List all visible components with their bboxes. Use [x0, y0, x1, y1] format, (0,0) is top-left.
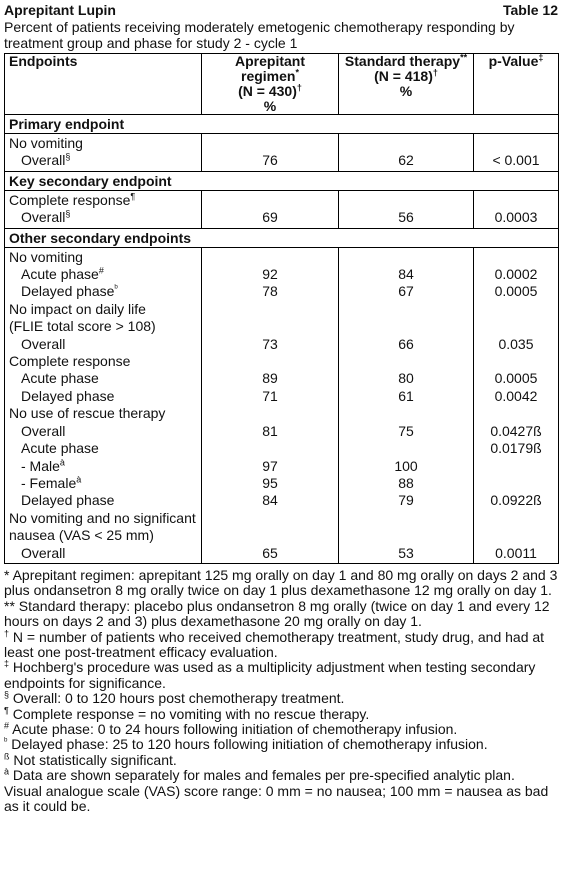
- footnote-not-significant: $^ß$ Not statistically significant.: [4, 751, 177, 768]
- footnote-vas: Visual analogue scale (VAS) score range: 0 mm = no nausea; 100 mm = nausea as bad as it could be.: [4, 782, 549, 815]
- aprepitant-n-sup: †: [296, 82, 302, 93]
- standard-sup: **: [460, 52, 468, 63]
- table-row: [5, 247, 559, 563]
- footnote-hochberg: ‡ Hochberg's procedure was used as a multiplicity adjustment when testing secondary endpoints for significance.: [4, 658, 536, 691]
- aprepitant-unit: %: [263, 98, 277, 114]
- standard-cell: 56: [339, 190, 474, 228]
- header-row: [5, 54, 559, 115]
- row-label: Overall§: [21, 151, 71, 169]
- table-subtitle: Percent of patients receiving moderately emetogenic chemotherapy responding by treatment group and phase for study 2 - cycle 1: [4, 19, 515, 51]
- results-table: [4, 53, 559, 564]
- footnote-overall: § Overall: 0 to 120 hours post chemotherapy treatment.: [4, 689, 345, 707]
- pvalue-name: p-Value: [488, 53, 539, 69]
- section-row-primary: [5, 115, 559, 134]
- table-row: [5, 190, 559, 228]
- aprepitant-cell: 92 78 73 89 71 81 97 95 84 65: [202, 247, 339, 563]
- col-endpoints-header: Endpoints: [5, 54, 202, 115]
- section-heading: Primary endpoint: [5, 115, 559, 134]
- col-pvalue-header: [474, 54, 559, 115]
- section-heading: Other secondary endpoints: [5, 228, 559, 247]
- footnote-aprepitant-regimen: * Aprepitant regimen: aprepitant 125 mg orally on day 1 and 80 mg orally on days 2 and 3 plus ondansetron 8 mg orally twice on day 1 plus dexamethasone 12 mg orally on day 1.: [4, 566, 558, 599]
- footnote-acute-phase: # Acute phase: 0 to 24 hours following initiation of chemotherapy infusion.: [4, 720, 458, 737]
- standard-n: (N = 418): [374, 68, 433, 84]
- endpoint-cell: [5, 134, 202, 172]
- pvalue-sup: ‡: [538, 52, 544, 63]
- endpoint-cell: Complete response¶ Overall§: [5, 190, 202, 228]
- footnote-delayed-phase: $^ᵇ$ Delayed phase: 25 to 120 hours following initiation of chemotherapy infusion.: [4, 735, 488, 753]
- standard-unit: %: [399, 83, 413, 99]
- row-label: No vomiting: [9, 135, 83, 151]
- standard-cell: 84 67 66 80 61 75 100 88 79 53: [339, 247, 474, 563]
- footnote-complete-response: ¶ Complete response = no vomiting with no rescue therapy.: [4, 704, 370, 722]
- section-row-other-secondary: [5, 228, 559, 247]
- footnote-n-definition: † N = number of patients who received chemotherapy treatment, study drug, and had at least one post-treatment efficacy evaluation.: [4, 627, 545, 660]
- footnotes: [4, 568, 558, 815]
- aprepitant-cell: 76: [202, 134, 339, 172]
- aprepitant-sup: *: [295, 67, 299, 78]
- pvalue-cell: 0.0003: [474, 190, 559, 228]
- footnote-sex-separation: $^à$ Data are shown separately for males and females per pre-specified analytic plan.: [4, 766, 515, 784]
- pvalue-cell: < 0.001: [474, 134, 559, 172]
- endpoint-cell: No vomiting Acute phase# Delayed phase$^ᵇ$ No impact on daily life (FLIE total score > 108) Overall Complete response Acute phase Delayed phase No use of rescue therapy Overall Acute phase - Male$^à$ - Female$^à$ Delayed phase No vomiting and no significant nausea (VAS < 25 mm) Overall: [5, 247, 202, 563]
- section-row-key-secondary: [5, 171, 559, 190]
- col-aprepitant-header: [202, 54, 339, 115]
- section-heading: Key secondary endpoint: [5, 171, 559, 190]
- pvalue-cell: 0.0002 0.0005 0.035 0.0005 0.0042 0.0427ß 0.0179ß 0.0922ß 0.0011: [474, 247, 559, 563]
- aprepitant-n: (N = 430): [238, 83, 297, 99]
- col-standard-header: [339, 54, 474, 115]
- standard-n-sup: †: [432, 67, 438, 78]
- footnote-standard-therapy: ** Standard therapy: placebo plus ondansetron 8 mg orally (twice on day 1 and every 12 hours on days 2 and 3) plus dexamethasone 20 mg orally on day 1.: [4, 597, 550, 630]
- title-row: [4, 2, 558, 18]
- aprepitant-cell: 69: [202, 190, 339, 228]
- document-title: Aprepitant Lupin: [4, 2, 116, 18]
- table-row: [5, 134, 559, 172]
- table-label: Table 12: [503, 2, 558, 18]
- aprepitant-name: Aprepitant regimen: [235, 53, 305, 84]
- standard-cell: 62: [339, 134, 474, 172]
- standard-name: Standard therapy: [344, 53, 461, 69]
